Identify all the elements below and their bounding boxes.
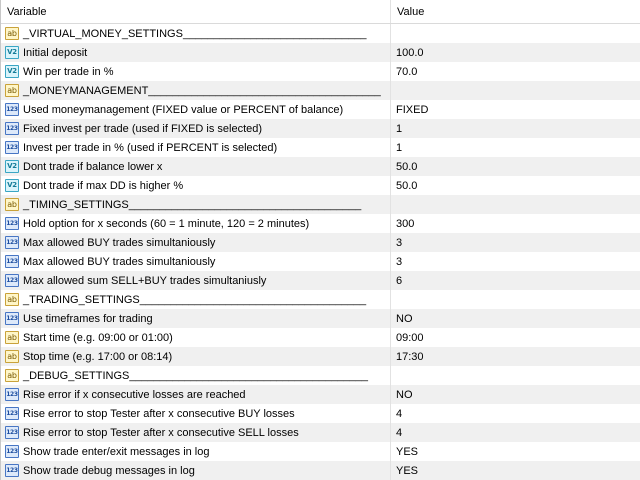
integer-type-icon: 123 — [5, 274, 19, 287]
value-cell[interactable]: NO — [396, 312, 413, 325]
string-type-icon: ab — [5, 331, 19, 344]
variable-name: Max allowed BUY trades simultaniously — [23, 236, 216, 249]
variable-cell[interactable] — [1, 233, 391, 252]
integer-type-icon: 123 — [5, 217, 19, 230]
table-row[interactable] — [1, 347, 640, 366]
variable-cell[interactable] — [1, 100, 391, 119]
value-cell[interactable]: 4 — [396, 426, 403, 439]
table-row[interactable] — [1, 138, 640, 157]
variable-name: Rise error to stop Tester after x consecutive BUY losses — [23, 407, 295, 420]
grid-body — [1, 24, 640, 480]
integer-type-icon: 123 — [5, 255, 19, 268]
value-cell[interactable]: YES — [396, 445, 419, 458]
variable-name: _MONEYMANAGEMENT______________________________________ — [23, 84, 381, 97]
string-type-icon: ab — [5, 350, 19, 363]
variable-cell[interactable] — [1, 62, 391, 81]
table-row[interactable] — [1, 81, 640, 100]
table-row[interactable] — [1, 43, 640, 62]
value-cell[interactable] — [391, 366, 640, 385]
variable-cell[interactable] — [1, 252, 391, 271]
value-cell[interactable] — [391, 195, 640, 214]
variable-name: Dont trade if balance lower x — [23, 160, 163, 173]
table-row[interactable] — [1, 233, 640, 252]
variable-cell[interactable] — [1, 328, 391, 347]
table-row[interactable] — [1, 214, 640, 233]
variable-cell[interactable] — [1, 119, 391, 138]
double-type-icon: V2 — [5, 46, 19, 59]
variable-name: Fixed invest per trade (used if FIXED is selected) — [23, 122, 263, 135]
integer-type-icon: 123 — [5, 445, 19, 458]
table-row[interactable] — [1, 423, 640, 442]
variable-name: Max allowed sum SELL+BUY trades simultaniusly — [23, 274, 267, 287]
grid-header — [1, 0, 640, 24]
table-row[interactable] — [1, 252, 640, 271]
variable-name: Use timeframes for trading — [23, 312, 153, 325]
variable-name: Win per trade in % — [23, 65, 114, 78]
table-row[interactable] — [1, 176, 640, 195]
variable-cell[interactable] — [1, 309, 391, 328]
variable-name: Initial deposit — [23, 46, 88, 59]
value-cell[interactable]: 50.0 — [396, 179, 418, 192]
variable-cell[interactable] — [1, 461, 391, 480]
integer-type-icon: 123 — [5, 388, 19, 401]
value-cell[interactable]: 300 — [396, 217, 415, 230]
variable-name: _VIRTUAL_MONEY_SETTINGS______________________________ — [23, 27, 367, 40]
string-type-icon: ab — [5, 27, 19, 40]
value-cell[interactable]: 1 — [396, 122, 403, 135]
table-row[interactable] — [1, 442, 640, 461]
value-cell[interactable]: 09:00 — [396, 331, 424, 344]
variable-name: Used moneymanagement (FIXED value or PERCENT of balance) — [23, 103, 344, 116]
value-cell[interactable] — [391, 24, 640, 43]
value-cell[interactable]: 1 — [396, 141, 403, 154]
value-cell[interactable] — [391, 81, 640, 100]
table-row[interactable] — [1, 271, 640, 290]
variable-name: Start time (e.g. 09:00 or 01:00) — [23, 331, 173, 344]
variable-cell[interactable] — [1, 442, 391, 461]
variable-name: Hold option for x seconds (60 = 1 minute, 120 = 2 minutes) — [23, 217, 310, 230]
variable-name: Stop time (e.g. 17:00 or 08:14) — [23, 350, 173, 363]
variable-name: Max allowed BUY trades simultaniously — [23, 255, 216, 268]
variable-name: Rise error if x consecutive losses are reached — [23, 388, 246, 401]
integer-type-icon: 123 — [5, 407, 19, 420]
table-row[interactable] — [1, 24, 640, 43]
variable-name: Dont trade if max DD is higher % — [23, 179, 184, 192]
string-type-icon: ab — [5, 198, 19, 211]
string-type-icon: ab — [5, 293, 19, 306]
value-cell[interactable]: 3 — [396, 255, 403, 268]
value-cell[interactable]: 50.0 — [396, 160, 418, 173]
integer-type-icon: 123 — [5, 464, 19, 477]
table-row[interactable] — [1, 309, 640, 328]
double-type-icon: V2 — [5, 65, 19, 78]
column-header-variable[interactable]: Variable — [1, 0, 391, 23]
table-row[interactable] — [1, 119, 640, 138]
table-row[interactable] — [1, 461, 640, 480]
table-row[interactable] — [1, 404, 640, 423]
integer-type-icon: 123 — [5, 236, 19, 249]
variable-cell[interactable] — [1, 214, 391, 233]
variable-cell[interactable] — [1, 195, 391, 214]
variable-cell[interactable] — [1, 271, 391, 290]
integer-type-icon: 123 — [5, 141, 19, 154]
table-row[interactable] — [1, 195, 640, 214]
value-cell[interactable]: 17:30 — [396, 350, 424, 363]
string-type-icon: ab — [5, 84, 19, 97]
integer-type-icon: 123 — [5, 122, 19, 135]
double-type-icon: V2 — [5, 179, 19, 192]
variable-cell[interactable] — [1, 43, 391, 62]
variable-cell[interactable] — [1, 290, 391, 309]
value-cell[interactable]: YES — [396, 464, 419, 477]
variable-name: Rise error to stop Tester after x consecutive SELL losses — [23, 426, 299, 439]
table-row[interactable] — [1, 328, 640, 347]
variable-cell[interactable] — [1, 176, 391, 195]
table-row[interactable] — [1, 290, 640, 309]
value-cell[interactable]: FIXED — [396, 103, 429, 116]
variable-cell[interactable] — [1, 24, 391, 43]
column-header-value[interactable]: Value — [397, 5, 425, 18]
variable-name: Show trade debug messages in log — [23, 464, 195, 477]
variable-cell[interactable] — [1, 347, 391, 366]
double-type-icon: V2 — [5, 160, 19, 173]
table-row[interactable] — [1, 366, 640, 385]
value-cell[interactable]: 70.0 — [396, 65, 418, 78]
integer-type-icon: 123 — [5, 312, 19, 325]
variable-cell[interactable] — [1, 385, 391, 404]
variable-name: _TIMING_SETTINGS______________________________________ — [23, 198, 362, 211]
variable-cell[interactable] — [1, 423, 391, 442]
value-cell[interactable]: 3 — [396, 236, 403, 249]
variable-cell[interactable] — [1, 138, 391, 157]
variable-name: _TRADING_SETTINGS_____________________________________ — [23, 293, 367, 306]
variable-name: _DEBUG_SETTINGS_______________________________________ — [23, 369, 368, 382]
integer-type-icon: 123 — [5, 103, 19, 116]
variable-name: Invest per trade in % (used if PERCENT is selected) — [23, 141, 278, 154]
table-row[interactable] — [1, 62, 640, 81]
value-cell[interactable] — [391, 290, 640, 309]
variable-cell[interactable] — [1, 366, 391, 385]
variable-name: Show trade enter/exit messages in log — [23, 445, 210, 458]
integer-type-icon: 123 — [5, 426, 19, 439]
string-type-icon: ab — [5, 369, 19, 382]
variable-cell[interactable] — [1, 157, 391, 176]
variable-cell[interactable] — [1, 404, 391, 423]
value-cell[interactable]: 4 — [396, 407, 403, 420]
value-cell[interactable]: NO — [396, 388, 413, 401]
variable-cell[interactable] — [1, 81, 391, 100]
table-row[interactable] — [1, 385, 640, 404]
value-cell[interactable]: 6 — [396, 274, 403, 287]
table-row[interactable] — [1, 100, 640, 119]
table-row[interactable] — [1, 157, 640, 176]
value-cell[interactable]: 100.0 — [396, 46, 424, 59]
